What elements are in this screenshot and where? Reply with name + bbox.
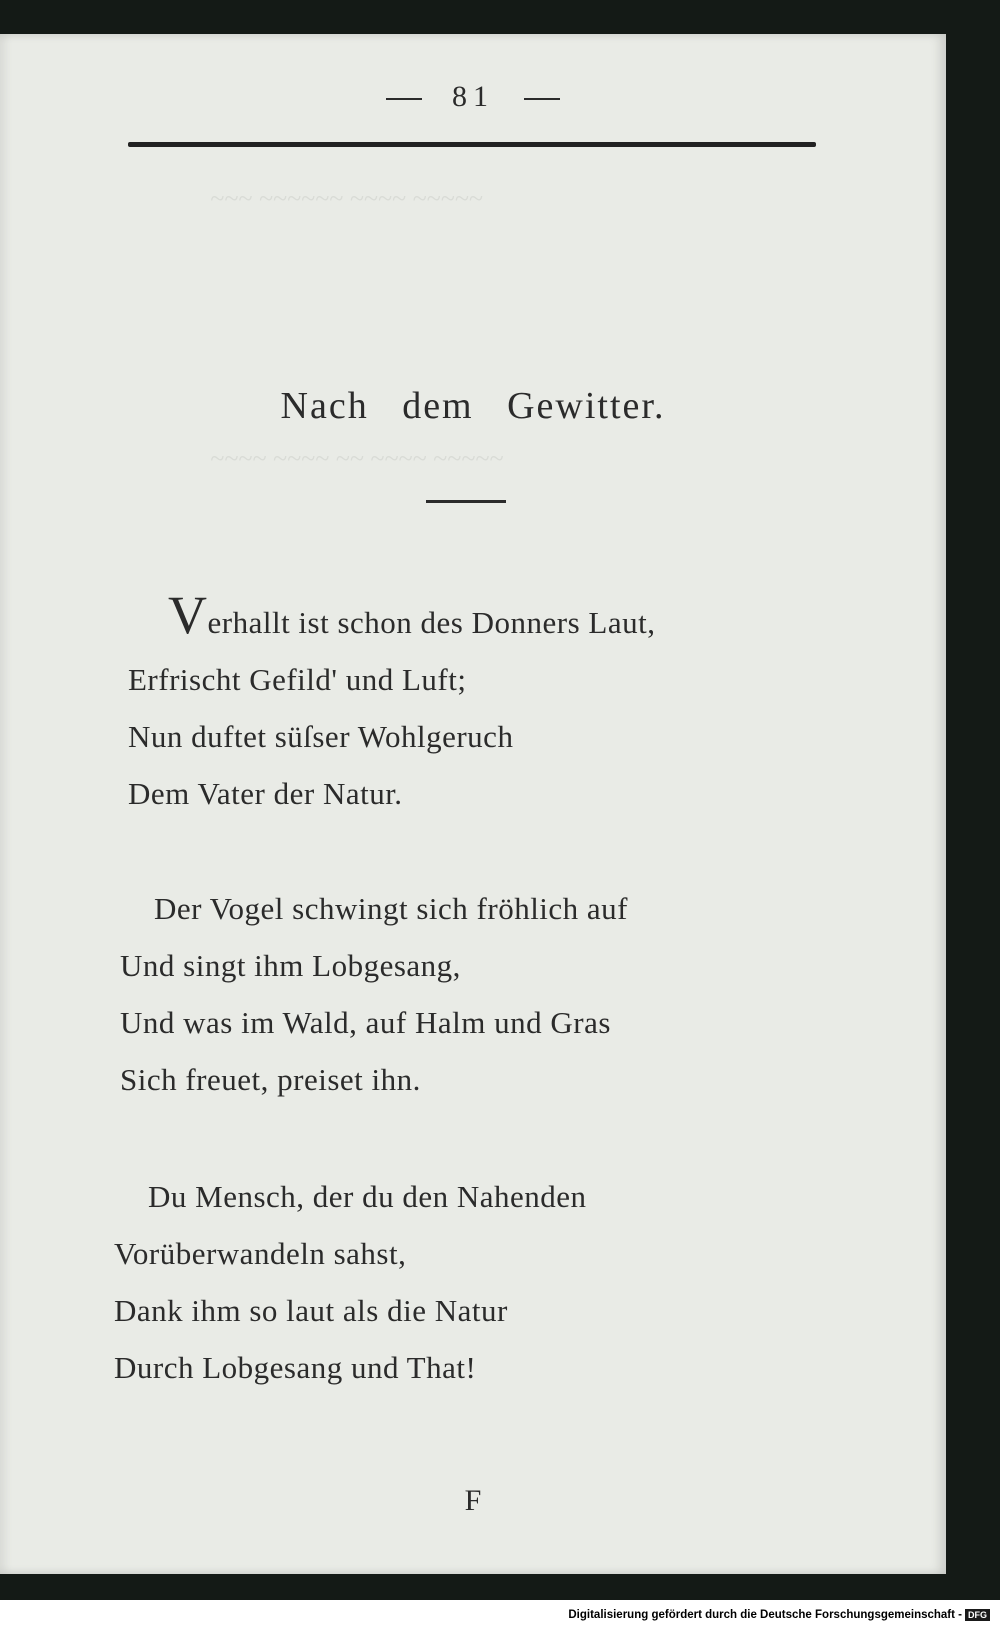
poem-line: Und singt ihm Lobgesang, <box>120 948 461 983</box>
footer-credit-text: Digitalisierung gefördert durch die Deutsche Forschungsgemeinschaft - <box>568 1609 962 1622</box>
bleed-through-text: ~~~~ ~~~~ ~~ ~~~~ ~~~~~ <box>210 444 504 473</box>
poem-line: Du Mensch, der du den Nahenden <box>148 1179 587 1214</box>
poem-line-text: erhallt ist schon des Donners Laut, <box>207 605 656 640</box>
bleed-through-text: ~~~ ~~~~~~ ~~~~ ~~~~~ <box>210 184 483 213</box>
header-rule <box>128 142 816 147</box>
poem-line: Erfrischt Gefild' und Luft; <box>128 662 467 697</box>
page-number-dash-left <box>386 98 422 100</box>
title-rule <box>426 500 506 503</box>
poem-line: Dank ihm so laut als die Natur <box>114 1293 508 1328</box>
poem-line: Durch Lobgesang und That! <box>114 1350 477 1385</box>
poem-line: Sich freuet, preiset ihn. <box>120 1062 421 1097</box>
poem-line: Und was im Wald, auf Halm und Gras <box>120 1005 611 1040</box>
page-number <box>0 80 946 114</box>
book-page <box>0 34 946 1574</box>
poem-line <box>128 585 656 651</box>
drop-cap: V <box>168 585 208 645</box>
dfg-logo-icon: DFG <box>965 1609 990 1621</box>
signature-mark: F <box>464 1484 482 1517</box>
footer-credit <box>568 1609 990 1621</box>
page-number-value: 81 <box>452 80 494 113</box>
poem-title: Nach dem Gewitter. <box>280 385 666 427</box>
stanza-3 <box>114 1168 587 1396</box>
poem-line: Dem Vater der Natur. <box>128 776 403 811</box>
stanza-2 <box>120 880 628 1108</box>
poem-line: Nun duftet süſser Wohlgeruch <box>128 719 514 754</box>
stanza-1 <box>128 585 656 822</box>
page-number-dash-right <box>524 98 560 100</box>
poem-line: Der Vogel schwingt sich fröhlich auf <box>154 891 629 926</box>
poem-line: Vorüberwandeln sahst, <box>114 1236 407 1271</box>
